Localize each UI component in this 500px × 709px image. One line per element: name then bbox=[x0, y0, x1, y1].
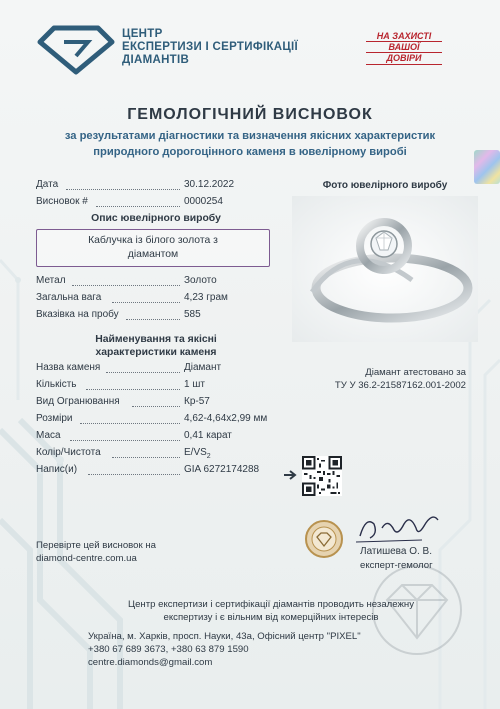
field-value: GIA 6272174288 bbox=[184, 464, 260, 475]
verify-note bbox=[36, 539, 156, 565]
field-value: 1 шт bbox=[184, 379, 205, 390]
field-label: Колір/Чистота bbox=[36, 447, 101, 458]
dot-leader bbox=[80, 423, 180, 424]
field-value: 585 bbox=[184, 309, 201, 320]
signature bbox=[352, 506, 448, 548]
field-label: Висновок # bbox=[36, 196, 88, 207]
badge-line-2: ВАШОЇ bbox=[388, 42, 420, 52]
brand-name bbox=[122, 28, 298, 67]
stamp-seal-icon bbox=[304, 519, 344, 559]
stone-heading-line-2: характеристики каменя bbox=[95, 347, 217, 358]
field-label: Кількість bbox=[36, 379, 77, 390]
clarity-subscript: 2 bbox=[206, 453, 211, 460]
arrow-right-icon bbox=[284, 470, 298, 480]
dot-leader bbox=[86, 389, 180, 390]
dot-leader bbox=[126, 319, 180, 320]
field-value: Діамант bbox=[184, 362, 222, 373]
badge-line-1: НА ЗАХИСТІ bbox=[376, 31, 432, 41]
verify-link[interactable]: diamond-centre.com.ua bbox=[36, 553, 137, 564]
dot-leader bbox=[96, 206, 180, 207]
footer-line-1: Центр експертизи і сертифікації діамантів проводить незалежну bbox=[128, 599, 414, 610]
attest-line-2: ТУ У 36.2-21587162.001-2002 bbox=[334, 380, 466, 391]
dot-leader bbox=[88, 474, 180, 475]
description-box bbox=[36, 229, 270, 267]
field-value: 0,41 карат bbox=[184, 430, 232, 441]
dot-leader bbox=[132, 406, 180, 407]
brand-line-1: ЦЕНТР bbox=[122, 28, 163, 40]
footer-line-2: експертизу і є вільним від комерційних інтересів bbox=[163, 612, 379, 623]
dot-leader bbox=[112, 302, 180, 303]
field-value: 0000254 bbox=[184, 196, 223, 207]
subtitle-line-1: за результатами діагностики та визначення якісних характеристик bbox=[64, 130, 436, 142]
attestation-note bbox=[296, 366, 466, 392]
ring-photo bbox=[292, 196, 478, 342]
verify-line-1: Перевірте цей висновок на bbox=[36, 540, 156, 551]
field-label: Вказівка на пробу bbox=[36, 309, 119, 320]
color-clarity-value: E/VS bbox=[184, 447, 207, 458]
subtitle-line-2: природного дорогоцінного каменя в ювелірному виробі bbox=[93, 146, 407, 158]
qr-code[interactable] bbox=[302, 456, 342, 496]
field-label: Назва каменя bbox=[36, 362, 101, 373]
field-value: 30.12.2022 bbox=[184, 179, 235, 190]
brand-line-3: ДІАМАНТІВ bbox=[122, 54, 190, 66]
signer-role: експерт-гемолог bbox=[360, 560, 433, 571]
field-label: Загальна вага bbox=[36, 292, 102, 303]
email[interactable]: centre.diamonds@gmail.com bbox=[88, 657, 213, 668]
trust-badge bbox=[362, 30, 446, 66]
field-value: Кр-57 bbox=[184, 396, 210, 407]
dot-leader bbox=[106, 372, 180, 373]
brand-line-2: ЕКСПЕРТИЗИ І СЕРТИФІКАЦІЇ bbox=[122, 41, 299, 53]
stone-heading bbox=[36, 333, 276, 359]
description-text bbox=[37, 234, 269, 262]
field-label: Вид Огранювання bbox=[36, 396, 120, 407]
field-label: Розміри bbox=[36, 413, 73, 424]
phones[interactable]: +380 67 689 3673, +380 63 879 1590 bbox=[88, 644, 249, 655]
description-line-2: діамантом bbox=[127, 249, 179, 260]
address: Україна, м. Харків, просп. Науки, 43а, Офісний центр "PIXEL" bbox=[88, 631, 361, 642]
field-value bbox=[184, 447, 211, 460]
contacts-block bbox=[88, 630, 361, 669]
field-value: 4,23 грам bbox=[184, 292, 228, 303]
field-value: Золото bbox=[184, 275, 217, 286]
badge-line-3: ДОВІРИ bbox=[386, 53, 422, 63]
dot-leader bbox=[70, 440, 180, 441]
document-title: ГЕМОЛОГІЧНИЙ ВИСНОВОК bbox=[127, 106, 373, 123]
stone-heading-line-1: Найменування та якісні bbox=[95, 334, 217, 345]
field-label: Напис(и) bbox=[36, 464, 78, 475]
signer-name: Латишева О. В. bbox=[360, 546, 432, 557]
field-label: Маса bbox=[36, 430, 61, 441]
badge-rule bbox=[366, 64, 442, 65]
attest-line-1: Діамант атестовано за bbox=[365, 367, 466, 378]
description-line-1: Каблучка із білого золота з bbox=[88, 235, 218, 246]
photo-caption: Фото ювелірного виробу bbox=[322, 180, 448, 191]
dot-leader bbox=[66, 189, 180, 190]
dot-leader bbox=[112, 457, 180, 458]
diamond-logo-icon bbox=[36, 24, 116, 76]
field-value: 4,62-4,64x2,99 мм bbox=[184, 413, 268, 424]
document-subtitle bbox=[30, 128, 470, 160]
dot-leader bbox=[72, 285, 180, 286]
description-heading: Опис ювелірного виробу bbox=[91, 213, 221, 224]
field-label: Дата bbox=[36, 179, 59, 190]
hologram-sticker bbox=[474, 150, 500, 184]
field-label: Метал bbox=[36, 275, 66, 286]
independence-note bbox=[86, 598, 456, 624]
